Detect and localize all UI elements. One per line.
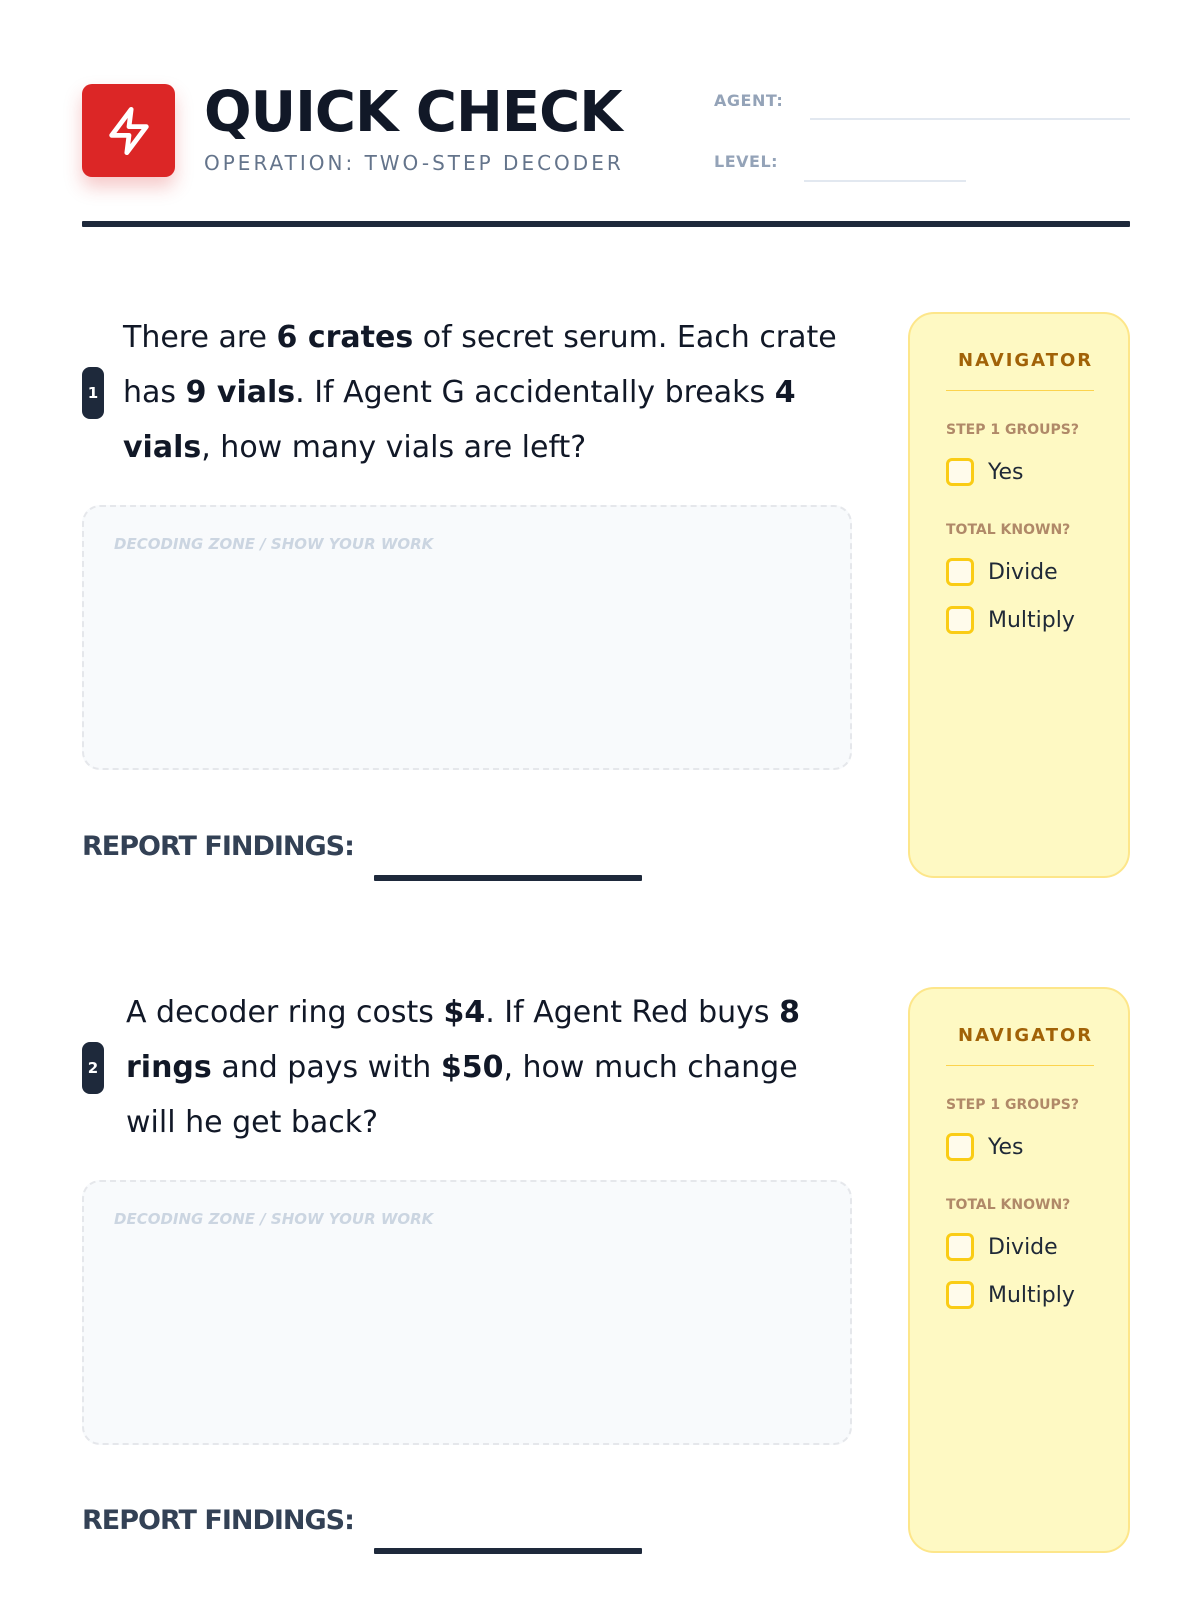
navigator-divider xyxy=(946,1065,1094,1066)
option-label: Multiply xyxy=(988,607,1075,633)
question-text-part: , how many vials are left? xyxy=(201,430,587,465)
report-answer-line[interactable] xyxy=(374,875,642,881)
level-label: LEVEL: xyxy=(714,152,779,171)
question-highlight: $4 xyxy=(443,995,486,1030)
step1-groups-label: STEP 1 GROUPS? xyxy=(946,422,1079,438)
decoding-zone-label: DECODING ZONE / SHOW YOUR WORK xyxy=(114,1210,434,1228)
navigator-divider xyxy=(946,390,1094,391)
agent-label: AGENT: xyxy=(714,91,784,110)
question-text xyxy=(123,310,853,475)
question-number-badge: 2 xyxy=(82,1042,104,1094)
option-yes[interactable] xyxy=(946,1133,1024,1161)
option-yes[interactable] xyxy=(946,458,1024,486)
report-answer-line[interactable] xyxy=(374,1548,642,1554)
navigator-title: NAVIGATOR xyxy=(958,1025,1094,1046)
report-findings-label: REPORT FINDINGS: xyxy=(82,831,354,862)
header-divider xyxy=(82,221,1130,227)
decoding-zone[interactable] xyxy=(82,1180,852,1445)
option-multiply[interactable] xyxy=(946,1281,1075,1309)
question-highlight: 6 crates xyxy=(276,320,414,355)
agent-name-field[interactable] xyxy=(810,118,1130,120)
step1-groups-label: STEP 1 GROUPS? xyxy=(946,1097,1079,1113)
option-label: Yes xyxy=(988,459,1024,485)
navigator-panel xyxy=(908,312,1130,878)
option-multiply[interactable] xyxy=(946,606,1075,634)
divide-checkbox[interactable] xyxy=(946,1233,974,1261)
yes-checkbox[interactable] xyxy=(946,1133,974,1161)
question-text-part: and pays with xyxy=(211,1050,441,1085)
total-known-label: TOTAL KNOWN? xyxy=(946,522,1071,538)
question-text-part: There are xyxy=(123,320,277,355)
option-label: Yes xyxy=(988,1134,1024,1160)
lightning-bolt-icon xyxy=(82,84,175,177)
option-label: Divide xyxy=(988,559,1058,585)
option-divide[interactable] xyxy=(946,1233,1058,1261)
yes-checkbox[interactable] xyxy=(946,458,974,486)
question-highlight: 8 rings xyxy=(126,995,800,1085)
navigator-title: NAVIGATOR xyxy=(958,350,1094,371)
question-text xyxy=(126,985,856,1150)
question-number-badge: 1 xyxy=(82,367,104,419)
question-text-part: , how much change will he get back? xyxy=(126,1050,798,1140)
report-findings-label: REPORT FINDINGS: xyxy=(82,1505,354,1536)
multiply-checkbox[interactable] xyxy=(946,606,974,634)
total-known-label: TOTAL KNOWN? xyxy=(946,1197,1071,1213)
multiply-checkbox[interactable] xyxy=(946,1281,974,1309)
question-text-part: A decoder ring costs xyxy=(126,995,444,1030)
level-field[interactable] xyxy=(804,180,966,182)
question-text-part: of secret serum. Each crate has xyxy=(123,320,837,410)
option-divide[interactable] xyxy=(946,558,1058,586)
question-highlight: $50 xyxy=(440,1050,504,1085)
question-highlight: 4 vials xyxy=(123,375,796,465)
page-subtitle: OPERATION: TWO-STEP DECODER xyxy=(204,151,624,175)
navigator-panel xyxy=(908,987,1130,1553)
question-text-part: . If Agent Red buys xyxy=(485,995,780,1030)
page-title: QUICK CHECK xyxy=(204,80,622,145)
option-label: Multiply xyxy=(988,1282,1075,1308)
question-highlight: 9 vials xyxy=(185,375,296,410)
question-text-part: . If Agent G accidentally breaks xyxy=(295,375,775,410)
option-label: Divide xyxy=(988,1234,1058,1260)
decoding-zone[interactable] xyxy=(82,505,852,770)
divide-checkbox[interactable] xyxy=(946,558,974,586)
decoding-zone-label: DECODING ZONE / SHOW YOUR WORK xyxy=(114,535,434,553)
